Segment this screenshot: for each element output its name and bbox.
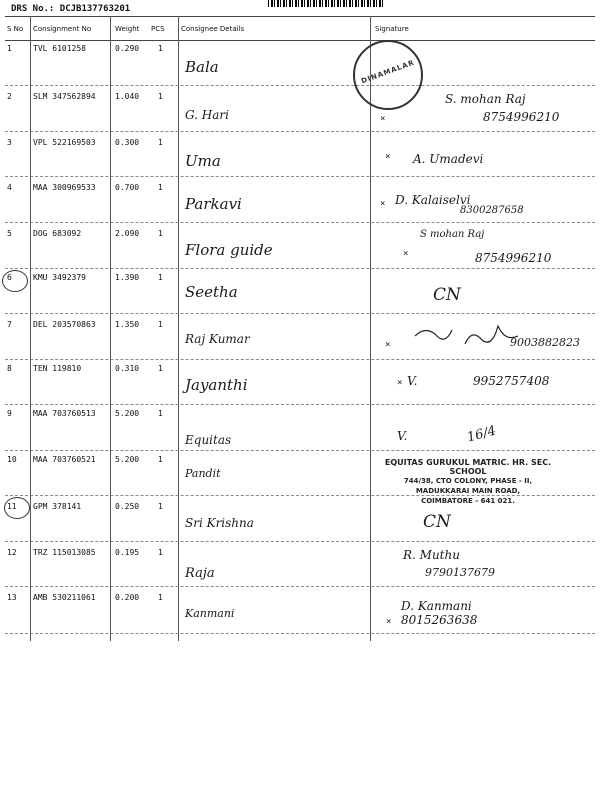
- signature: A. Umadevi: [413, 152, 484, 166]
- consignment-no: DEL 203570863: [33, 320, 96, 329]
- consignment-no: TVL 6101258: [33, 44, 86, 53]
- weight: 1.390: [115, 273, 140, 282]
- pcs: 1: [158, 502, 163, 511]
- cross-mark: ×: [385, 152, 391, 162]
- table-row: [5, 40, 595, 86]
- circle-mark: [2, 270, 28, 292]
- col-sno: S No: [7, 25, 24, 33]
- consignment-no: VPL 522169503: [33, 138, 96, 147]
- signature: D. Kalaiselvi: [395, 193, 471, 207]
- row-sno: 1: [7, 44, 12, 53]
- cross-mark: ×: [380, 114, 386, 124]
- row-sno: 5: [7, 229, 12, 238]
- pcs: 1: [158, 229, 163, 238]
- weight: 5.200: [115, 409, 140, 418]
- consignee-name: Parkavi: [185, 195, 242, 213]
- cross-mark: ×: [385, 340, 391, 350]
- phone-number: 8015263638: [401, 613, 478, 627]
- consignment-no: MAA 703760521: [33, 455, 96, 464]
- table-row: [5, 405, 595, 451]
- delivery-table: [5, 16, 595, 41]
- signature: R. Muthu: [403, 548, 460, 562]
- consignment-no: TEN 119810: [33, 364, 82, 373]
- weight: 0.250: [115, 502, 140, 511]
- phone-number: 8300287658: [460, 205, 524, 216]
- table-row: [5, 223, 595, 269]
- pcs: 1: [158, 183, 163, 192]
- row-sno: 3: [7, 138, 12, 147]
- table-header: [5, 16, 595, 41]
- consignment-no: DOG 683092: [33, 229, 82, 238]
- weight: 0.700: [115, 183, 140, 192]
- table-row: [5, 132, 595, 177]
- table-row: [5, 542, 595, 587]
- row-sno: 13: [7, 593, 17, 602]
- consignee-name: Bala: [185, 58, 219, 76]
- phone-number: 9790137679: [425, 566, 495, 579]
- row-sno: 10: [7, 455, 17, 464]
- table-row: [5, 86, 595, 132]
- col-weight: Weight: [115, 25, 140, 33]
- consignment-no: TRZ 115013085: [33, 548, 96, 557]
- phone-number: 8754996210: [483, 110, 560, 124]
- consignee-name: Uma: [185, 152, 221, 170]
- consignee-name: Equitas: [185, 433, 232, 447]
- table-row: [5, 360, 595, 405]
- weight: 0.300: [115, 138, 140, 147]
- row-sno: 9: [7, 409, 12, 418]
- pcs: 1: [158, 593, 163, 602]
- weight: 0.200: [115, 593, 140, 602]
- signature: V.: [407, 374, 418, 388]
- round-stamp: DINAMALAR: [353, 40, 423, 110]
- signature: CN: [423, 512, 451, 532]
- table-row: [5, 269, 595, 314]
- consignment-no: MAA 703760513: [33, 409, 96, 418]
- weight: 2.090: [115, 229, 140, 238]
- pcs: 1: [158, 138, 163, 147]
- consignee-name: Jayanthi: [185, 376, 248, 394]
- consignee-name: Pandit: [185, 467, 221, 480]
- col-consignee: Consignee Details: [181, 25, 245, 33]
- cross-mark: ×: [380, 199, 386, 209]
- row-sno: 4: [7, 183, 12, 192]
- drs-number: DRS No.: DCJB137763201: [11, 4, 131, 14]
- signature: V.: [397, 429, 408, 443]
- pcs: 1: [158, 92, 163, 101]
- consignment-no: GPM 378141: [33, 502, 82, 511]
- weight: 1.040: [115, 92, 140, 101]
- row-sno: 2: [7, 92, 12, 101]
- consignment-no: AMB 530211061: [33, 593, 96, 602]
- table-row: [5, 177, 595, 223]
- signature: CN: [433, 285, 461, 305]
- row-sno: 8: [7, 364, 12, 373]
- weight: 0.310: [115, 364, 140, 373]
- signature: S mohan Raj: [420, 229, 485, 240]
- date: 16/4: [465, 423, 498, 446]
- pcs: 1: [158, 548, 163, 557]
- pcs: 1: [158, 320, 163, 329]
- table-row: [5, 587, 595, 634]
- school-stamp: EQUITAS GURUKUL MATRIC. HR. SEC. SCHOOL 744/38, CTO COLONY, PHASE - II, MADUKKARAI MAIN ROAD, COIMBATORE - 641 021.: [384, 458, 552, 505]
- cross-mark: ×: [386, 617, 392, 627]
- signature: D. Kanmani: [401, 599, 472, 613]
- col-signature: Signature: [375, 25, 409, 33]
- consignee-name: Sri Krishna: [185, 516, 254, 530]
- phone-number: 8754996210: [475, 251, 552, 265]
- cross-mark: ×: [397, 378, 403, 388]
- consignee-name: Raja: [185, 566, 215, 581]
- pcs: 1: [158, 455, 163, 464]
- pcs: 1: [158, 44, 163, 53]
- pcs: 1: [158, 273, 163, 282]
- signature: S. mohan Raj: [445, 92, 526, 106]
- cross-mark: ×: [403, 249, 409, 259]
- consignment-no: MAA 300969533: [33, 183, 96, 192]
- row-sno: 6: [7, 273, 12, 282]
- weight: 1.350: [115, 320, 140, 329]
- row-sno: 7: [7, 320, 12, 329]
- pcs: 1: [158, 409, 163, 418]
- barcode: [268, 0, 383, 7]
- consignee-name: Seetha: [185, 283, 238, 301]
- row-sno: 12: [7, 548, 17, 557]
- circle-mark: [4, 497, 30, 519]
- consignment-no: KMU 3492379: [33, 273, 86, 282]
- col-pcs: PCS: [151, 25, 165, 33]
- pcs: 1: [158, 364, 163, 373]
- weight: 0.195: [115, 548, 140, 557]
- col-consignment: Consignment No: [33, 25, 92, 33]
- weight: 0.290: [115, 44, 140, 53]
- phone-number: 9003882823: [510, 336, 580, 349]
- consignee-name: G. Hari: [185, 108, 229, 122]
- consignment-no: SLM 347562894: [33, 92, 96, 101]
- table-row: [5, 314, 595, 360]
- consignee-name: Raj Kumar: [185, 332, 250, 346]
- row-sno: 11: [7, 502, 17, 511]
- consignee-name: Flora guide: [185, 241, 273, 259]
- weight: 5.200: [115, 455, 140, 464]
- consignee-name: Kanmani: [185, 607, 235, 620]
- phone-number: 9952757408: [473, 374, 550, 388]
